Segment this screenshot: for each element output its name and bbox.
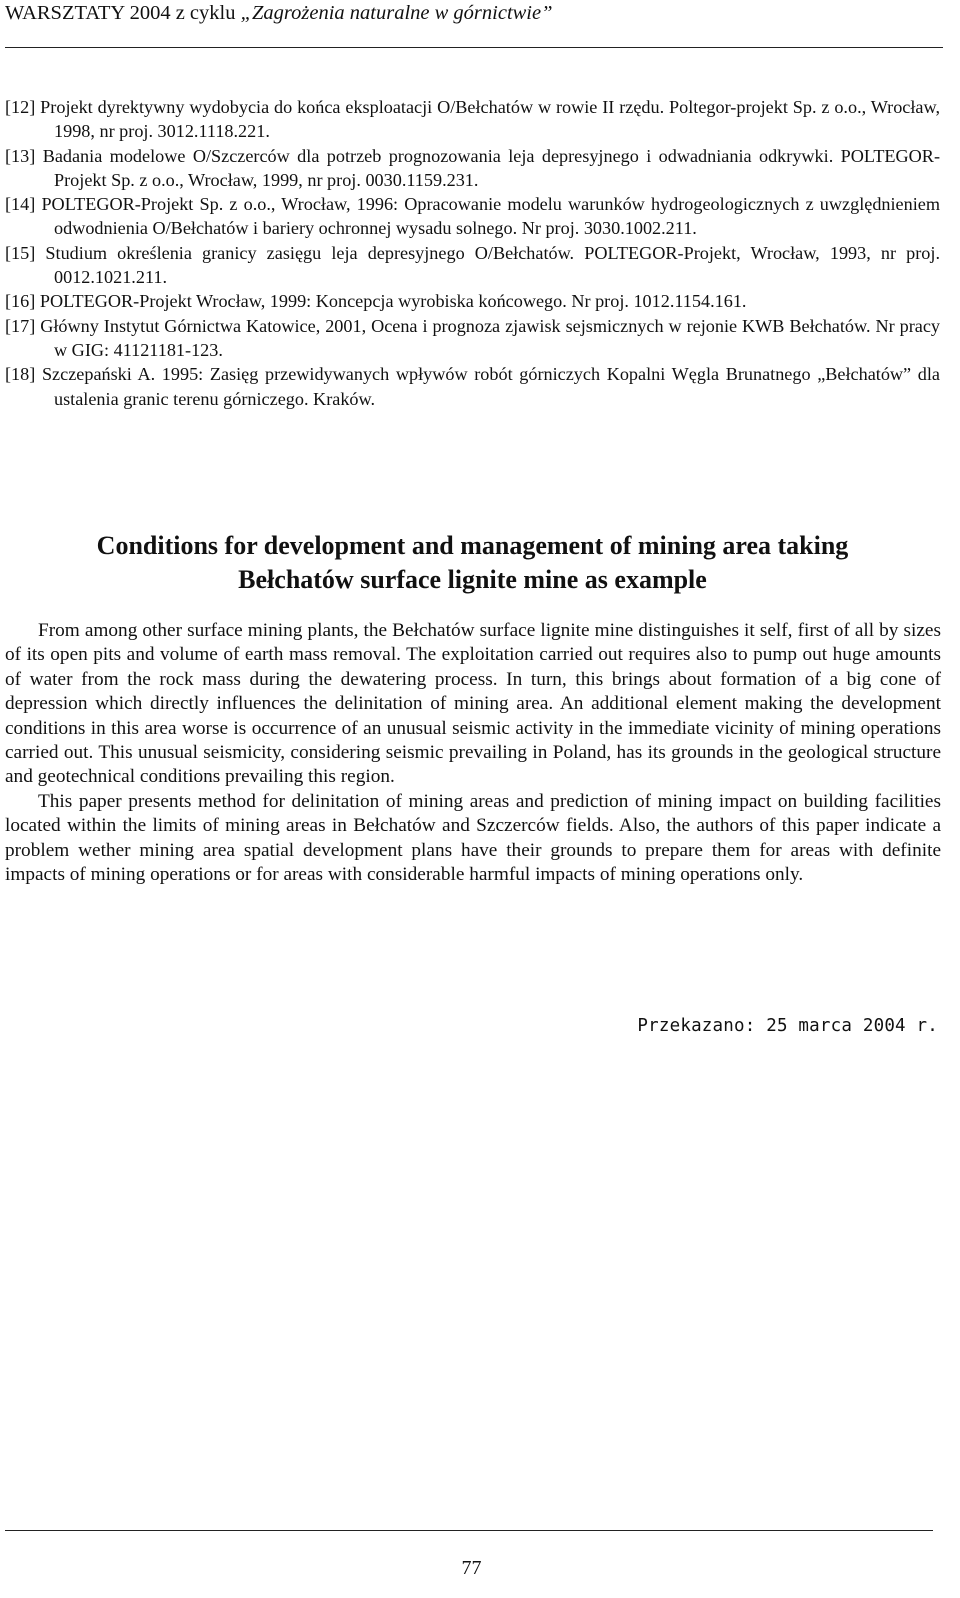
- reference-list: [5, 95, 940, 411]
- page-number: 77: [461, 1557, 482, 1579]
- reference-13: [13] Badania modelowe O/Szczerców dla potrzeb prognozowania leja depresyjnego i odwadniania odkrywki. POLTEGOR-Projekt Sp. z o.o., Wrocław, 1999, nr proj. 0030.1159.231.: [5, 145, 940, 190]
- running-header-series: „Zagrożenia naturalne w górnictwie”: [240, 2, 553, 24]
- footer-rule: [5, 1530, 933, 1531]
- english-title-line-1: Conditions for development and management of mining area taking: [96, 531, 849, 560]
- running-header-prefix: WARSZTATY 2004 z cyklu: [5, 2, 241, 24]
- abstract-paragraph-1: From among other surface mining plants, the Bełchatów surface lignite mine distinguishes it self, first of all by sizes of its open pits and volume of earth mass removal. The exploitation carried out requires also to pump out huge amounts of water from the rock mass during the dewatering process. In turn, this brings about formation of a big cone of depression which directly influences the delinitation of mining area. An additional element making the development conditions in this area worse is occurrence of an unusual seismic activity in the immediate vicinity of mining operations carried out. This unusual seismicity, considering seismic prevailing in Poland, has its grounds in the geological structure and geotechnical conditions prevailing this region.: [5, 620, 941, 788]
- english-title: [5, 529, 940, 597]
- running-header: [5, 0, 553, 26]
- header-rule: [5, 47, 943, 48]
- reference-14: [14] POLTEGOR-Projekt Sp. z o.o., Wrocław, 1996: Opracowanie modelu warunków hydrogeologicznych z uwzględnieniem odwodnienia O/Bełchatów i bariery ochronnej wysadu solnego. Nr proj. 3030.1002.211.: [5, 194, 940, 239]
- english-abstract: [5, 619, 941, 887]
- reference-17: [17] Główny Instytut Górnictwa Katowice, 2001, Ocena i prognoza zjawisk sejsmicznych w rejonie KWB Bełchatów. Nr pracy w GIG: 41121181-123.: [5, 315, 940, 360]
- reference-15: [15] Studium określenia granicy zasięgu leja depresyjnego O/Bełchatów. POLTEGOR-Projekt, Wrocław, 1993, nr proj. 0012.1021.211.: [5, 242, 940, 288]
- english-title-line-2: Bełchatów surface lignite mine as example: [238, 565, 707, 594]
- reference-18: [18] Szczepański A. 1995: Zasięg przewidywanych wpływów robót górniczych Kopalni Węgla Brunatnego „Bełchatów” dla ustalenia granic terenu górniczego. Kraków.: [5, 364, 940, 409]
- reference-12: [12] Projekt dyrektywny wydobycia do końca eksploatacji O/Bełchatów w rowie II rzędu. Poltegor-projekt Sp. z o.o., Wrocław, 1998, nr proj. 3012.1118.221.: [5, 97, 940, 142]
- reference-16: [16] POLTEGOR-Projekt Wrocław, 1999: Koncepcja wyrobiska końcowego. Nr proj. 1012.1154.161.: [5, 291, 747, 312]
- received-date: Przekazano: 25 marca 2004 r.: [637, 1016, 938, 1036]
- abstract-paragraph-2: This paper presents method for delinitation of mining areas and prediction of mining impact on building facilities located within the limits of mining areas in Bełchatów and Szczerców fields. Also, the authors of this paper indicate a problem wether mining area spatial development plans have their grounds to prepare them for areas with definite impacts of mining operations or for areas with considerable harmful impacts of mining operations only.: [5, 790, 941, 886]
